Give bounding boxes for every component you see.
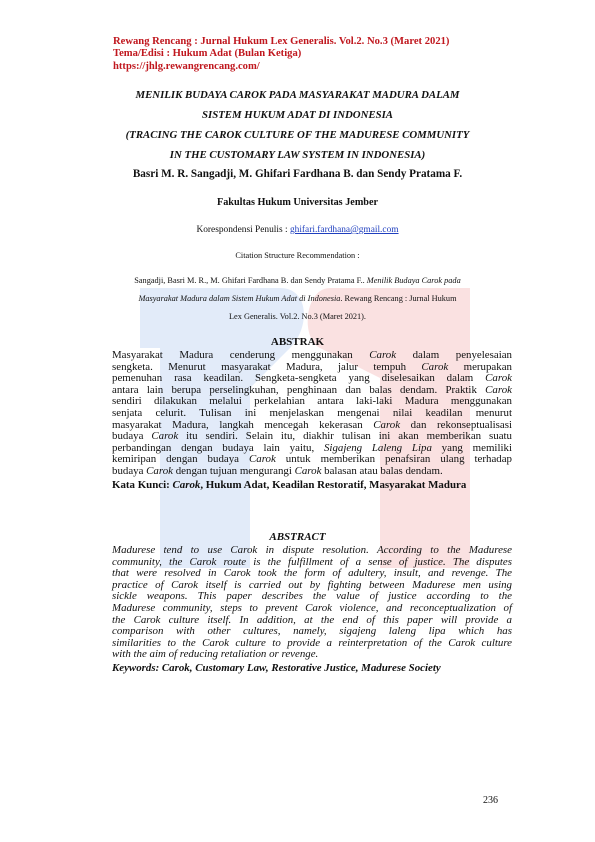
abstract-line: Madurese community, steps to prevent Carok violence, and reconceptualization of bbox=[112, 601, 512, 614]
abstrak-line: kemiripan dengan budaya Carok untuk memberikan penafsiran ulang terhadap bbox=[112, 453, 512, 466]
title-line-3: (TRACING THE CAROK CULTURE OF THE MADURESE COMMUNITY bbox=[125, 129, 470, 141]
citation-title-part-1: Menilik Budaya Carok pada bbox=[366, 276, 461, 285]
correspondence-label: Korespondensi Penulis : bbox=[196, 225, 290, 235]
abstract-line: sickle weapons. This paper describes the value of justice according to the bbox=[112, 590, 512, 603]
title-line-1: MENILIK BUDAYA CAROK PADA MASYARAKAT MADURA DALAM bbox=[135, 89, 460, 101]
abstract-line: practice of Carok itself is carried out by fighting between Madurese men using bbox=[112, 578, 512, 591]
journal-url[interactable]: https://jhlg.rewangrencang.com/ bbox=[113, 60, 260, 72]
citation-journal: . Rewang Rencang : Jurnal Hukum bbox=[340, 294, 457, 303]
abstract-line: comparison with other cultures, namely, sigajeng laleng lipa which has bbox=[112, 625, 512, 638]
abstrak-line: sendiri dilakukan melalui perkelahian antara laki-laki Madura menggunakan bbox=[112, 395, 512, 408]
affiliation: Fakultas Hukum Universitas Jember bbox=[216, 197, 379, 208]
abstract-line: with the aim of reducing retaliation or revenge. bbox=[112, 648, 319, 661]
abstract-line: Madurese tend to use Carok in dispute resolution. According to the Madurese bbox=[112, 544, 512, 556]
journal-theme: Tema/Edisi : Hukum Adat (Bulan Ketiga) bbox=[113, 48, 302, 60]
abstrak-line: perbandingan dengan budaya lain yaitu, Sigajeng Laleng Lipa yang memiliki bbox=[112, 441, 512, 454]
correspondence bbox=[0, 225, 595, 235]
abstrak-line: senjata celurit. Tulisan ini menjelaskan mengenai nilai keadilan menurut bbox=[112, 406, 512, 419]
keywords-label: Kata Kunci: bbox=[112, 479, 173, 491]
authors: Basri M. R. Sangadji, M. Ghifari Fardhana B. dan Sendy Pratama F. bbox=[132, 168, 463, 180]
abstract-line: community, the Carok route is the fulfillment of a sense of justice. The disputes bbox=[112, 555, 512, 568]
keywords-rest: , Hukum Adat, Keadilan Restoratif, Masyarakat Madura bbox=[200, 479, 467, 491]
abstrak-line: budaya Carok dengan tujuan mengurangi Carok balasan atau balas dendam. bbox=[112, 464, 443, 477]
title-line-4: IN THE CUSTOMARY LAW SYSTEM IN INDONESIA) bbox=[169, 149, 426, 161]
citation-authors: Sangadji, Basri M. R., M. Ghifari Fardhana B. dan Sendy Pratama F.. bbox=[134, 276, 367, 285]
citation-line-2 bbox=[0, 294, 595, 303]
abstrak-line: budaya Carok itu sendiri. Selain itu, diakhir tulisan ini akan memberikan suatu bbox=[112, 430, 512, 443]
abstrak-line: pemenuhan rasa keadilan. Sengketa-sengketa yang diselesaikan dalam Carok bbox=[112, 372, 512, 385]
correspondence-email-link[interactable]: ghifari.fardhana@gmail.com bbox=[289, 225, 399, 235]
keyword-carok: Carok bbox=[172, 479, 201, 491]
abstract-keywords: Keywords: Carok, Customary Law, Restorative Justice, Madurese Society bbox=[112, 662, 441, 674]
citation-title-part-2: Masyarakat Madura dalam Sistem Hukum Adat di Indonesia bbox=[138, 294, 341, 303]
abstrak-heading: ABSTRAK bbox=[270, 336, 325, 348]
citation-heading: Citation Structure Recommendation : bbox=[235, 251, 360, 260]
journal-name: Rewang Rencang : Jurnal Hukum Lex Generalis. Vol.2. No.3 (Maret 2021) bbox=[113, 36, 450, 47]
abstract-line: that were resolved in Carok took the form of adultery, insult, and revenge. The bbox=[112, 567, 512, 580]
citation-line-1 bbox=[0, 276, 595, 285]
abstrak-line: Masyarakat Madura cenderung menggunakan Carok dalam penyelesaian bbox=[112, 349, 512, 361]
abstract-heading: ABSTRACT bbox=[269, 531, 326, 543]
page-number: 236 bbox=[483, 795, 498, 806]
abstract-body bbox=[112, 545, 512, 661]
journal-header bbox=[113, 36, 449, 73]
abstrak-line: masyarakat Madura, langkah mencegah kekerasan Carok dan rekonseptualisasi bbox=[112, 418, 512, 431]
abstrak-keywords bbox=[112, 479, 466, 491]
abstract-line: the Carok culture itself. In addition, at the end of this paper will provide a bbox=[112, 613, 512, 626]
abstrak-line: antara lain berupa perselingkuhan, penghinaan dan balas dendam. Praktik Carok bbox=[112, 383, 512, 396]
abstract-line: similarities to the Carok culture to provide a reinterpretation of the Carok culture bbox=[112, 636, 512, 649]
citation-line-3: Lex Generalis. Vol.2. No.3 (Maret 2021). bbox=[228, 312, 367, 321]
abstrak-body bbox=[112, 350, 512, 478]
title-line-2: SISTEM HUKUM ADAT DI INDONESIA bbox=[202, 109, 393, 121]
abstrak-line: sengketa. Menurut masyarakat Madura, jalur tempuh Carok merupakan bbox=[112, 360, 512, 373]
